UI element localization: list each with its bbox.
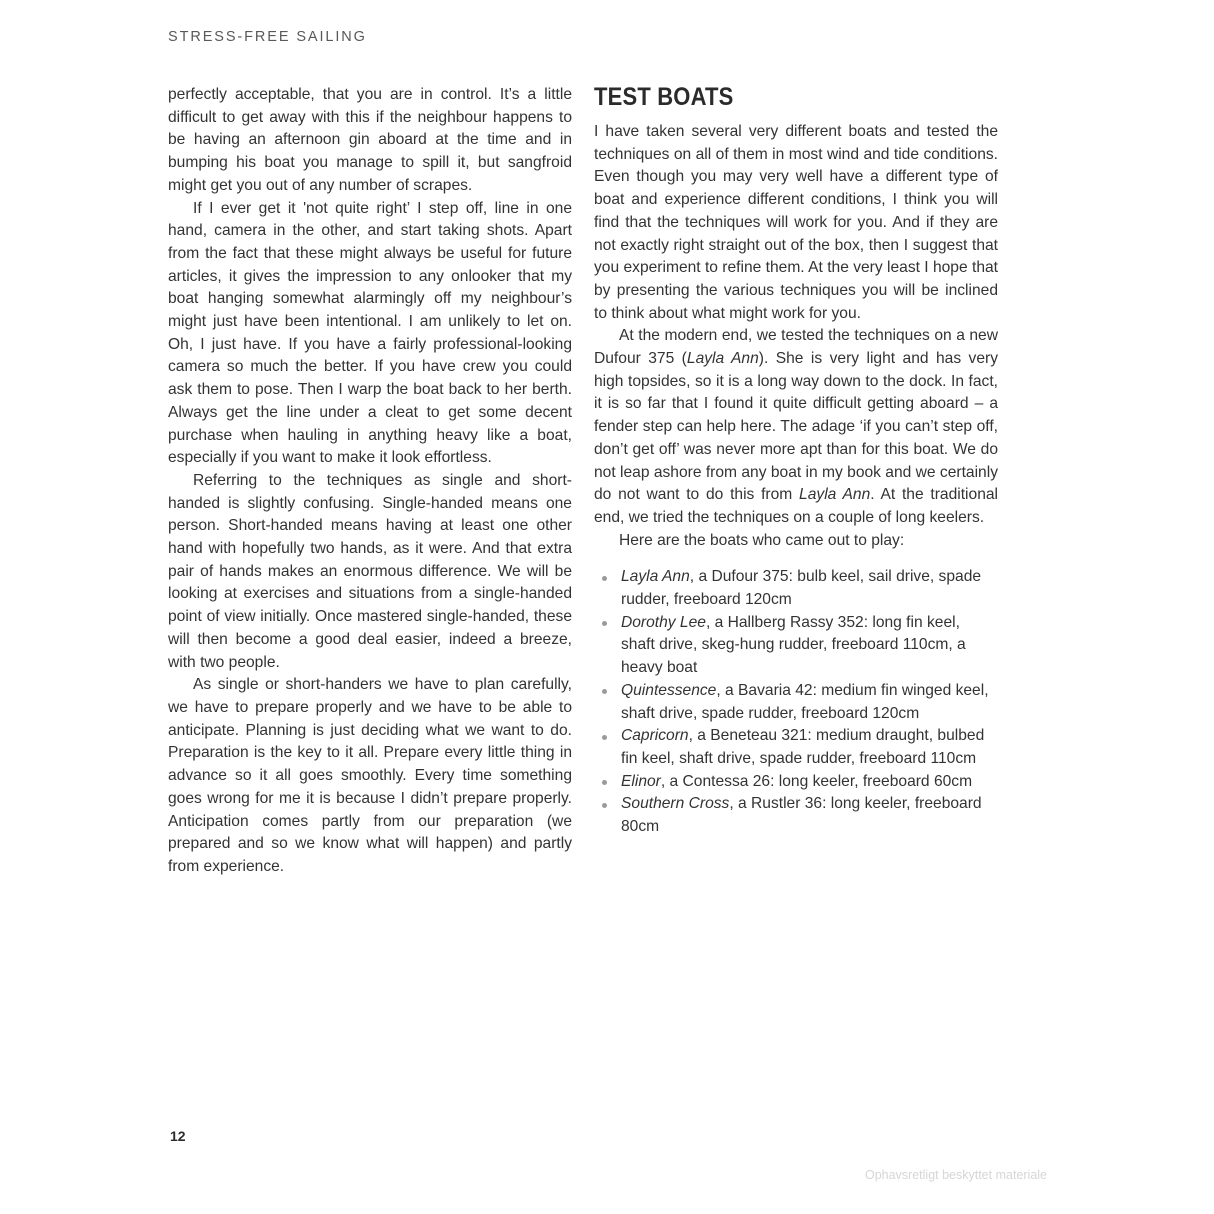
- body-paragraph: Here are the boats who came out to play:: [619, 531, 905, 549]
- boat-name: Layla Ann: [621, 568, 690, 586]
- body-paragraph: At the modern end, we tested the techniques on a new Dufour 375 (Layla Ann). She is very light and has very high topsides, so it is a long way down to the dock. In fact, it is so far that I found it quite difficult getting aboard – a fender step can help here. The adage ‘if you can’t step off, don’t get off’ was never more apt than for this boat. We do not leap ashore from any boat in my book and we certainly do not want to do this from Layla Ann. At the traditional end, we tried the techniques on a couple of long keelers.: [594, 327, 999, 526]
- test-boat-list: [594, 566, 998, 838]
- body-paragraph: As single or short-handers we have to plan carefully, we have to prepare properly and we have to be able to anticipate. Planning is just deciding what we want to do. Preparation is the key to it all. Prepare every little thing in advance so it all goes smoothly. Every time something goes wrong for me it is because I didn’t prepare properly. Anticipation comes partly from our preparation (we prepared and so we know what will happen) and partly from experience.: [168, 676, 572, 875]
- list-item: [594, 793, 998, 838]
- boat-specification: , a Bavaria 42: medium fin winged keel, shaft drive, spade rudder, freeboard 120cm: [621, 681, 989, 722]
- boat-specification: , a Contessa 26: long keeler, freeboard 60cm: [660, 772, 973, 790]
- page-title: TEST BOATS: [594, 83, 734, 111]
- list-item: [594, 771, 998, 794]
- right-column-paragraphs: [594, 121, 998, 552]
- body-paragraph: I have taken several very different boats and tested the techniques on all of them in most wind and tide conditions. Even though you may very well have a different type of boat and experience different conditions, I think you will find that the techniques will work for you. And if they are not exactly right straight out of the box, then I suggest that you experiment to refine them. At the very least I hope that by presenting the various techniques you will be inclined to think about what might work for you.: [594, 123, 998, 322]
- boat-specification: , a Beneteau 321: medium draught, bulbed fin keel, shaft drive, spade rudder, freeboard 110cm: [621, 727, 985, 767]
- boat-name: Capricorn: [621, 727, 689, 745]
- boat-name: Southern Cross: [621, 795, 730, 813]
- left-column: [168, 84, 572, 879]
- body-paragraph: perfectly acceptable, that you are in control. It’s a little difficult to get away with this if the neighbour happens to be having an afternoon gin aboard at the time and in bumping his boat you manage to spill it, but sangfroid might get you out of any number of scrapes.: [168, 86, 572, 194]
- list-item: [594, 566, 998, 611]
- right-column: [594, 84, 998, 839]
- boat-name: Elinor: [621, 772, 661, 790]
- page-number: 12: [170, 1128, 186, 1144]
- body-paragraph: If I ever get it 'not quite right’ I step off, line in one hand, camera in the other, and start taking shots. Apart from the fact that these might always be useful for future articles, it gives the impression to any onlooker that my boat hanging somewhat alarmingly off my neighbour’s might just have been intentional. I am unlikely to let on. Oh, I just have. If you have a fairly professional-looking camera so much the better. If you have crew you could ask them to pose. Then I warp the boat back to her berth. Always get the line under a cleat to get some decent purchase when hauling in anything heavy like a boat, especially if you want to make it look effortless.: [168, 199, 572, 467]
- running-header: STRESS-FREE SAILING: [168, 29, 367, 45]
- boat-name: Dorothy Lee: [621, 613, 706, 631]
- list-item: [594, 680, 998, 725]
- copyright-watermark: Ophavsretligt beskyttet materiale: [864, 1168, 1047, 1182]
- list-item: [594, 725, 998, 770]
- boat-name: Quintessence: [621, 681, 717, 699]
- two-column-body: [168, 84, 1004, 879]
- boat-specification: , a Hallberg Rassy 352: long fin keel, shaft drive, skeg-hung rudder, freeboard 110cm, a heavy boat: [621, 613, 966, 677]
- boat-specification: , a Dufour 375: bulb keel, sail drive, spade rudder, freeboard 120cm: [621, 568, 982, 609]
- body-paragraph: Referring to the techniques as single and short-handed is slightly confusing. Single-handed means one person. Short-handed means having at least one other hand with hopefully two hands, as it were. And that extra pair of hands makes an enormous difference. We will be looking at exercises and situations from a single-handed point of view initially. Once mastered single-handed, these will then become a good deal easier, indeed a breeze, with two people.: [168, 471, 572, 671]
- boat-specification: , a Rustler 36: long keeler, freeboard 80cm: [621, 795, 982, 836]
- list-item: [594, 612, 998, 680]
